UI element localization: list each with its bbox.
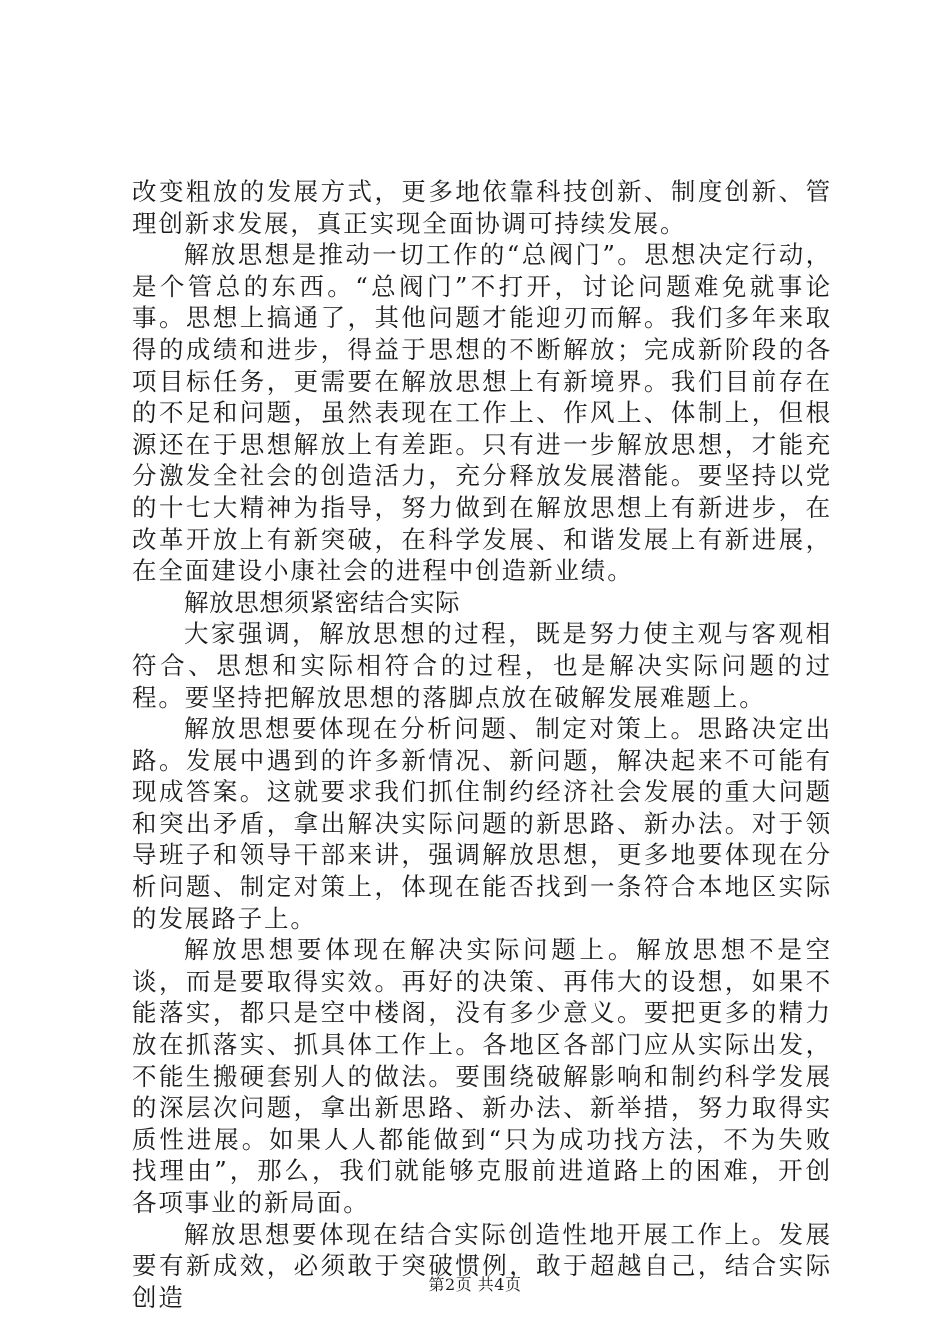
paragraph-body: 大家强调，解放思想的过程，既是努力使主观与客观相符合、思想和实际相符合的过程，也是解决实际问题的过程。要坚持把解放思想的落脚点放在破解发展难题上。 <box>132 619 832 712</box>
paragraph-body: 解放思想是推动一切工作的“总阀门”。思想决定行动，是个管总的东西。“总阀门”不打开，讨论问题难免就事论事。思想上搞通了，其他问题才能迎刃而解。我们多年来取得的成绩和进步，得益于思想的不断解放；完成新阶段的各项目标任务，更需要在解放思想上有新境界。我们目前存在的不足和问题，虽然表现在工作上、作风上、体制上，但根源还在于思想解放上有差距。只有进一步解放思想，才能充分激发全社会的创造活力，充分释放发展潜能。要坚持以党的十七大精神为指导，努力做到在解放思想上有新进步，在改革开放上有新突破，在科学发展、和谐发展上有新进展，在全面建设小康社会的进程中创造新业绩。 <box>132 240 832 586</box>
section-heading: 解放思想须紧密结合实际 <box>184 587 461 617</box>
paragraph-body: 解放思想要体现在解决实际问题上。解放思想不是空谈，而是要取得实效。再好的决策、再伟大的设想，如果不能落实，都只是空中楼阁，没有多少意义。要把更多的精力放在抓落实、抓具体工作上。各地区各部门应从实际出发，不能生搬硬套别人的做法。要围绕破解影响和制约科学发展的深层次问题，拿出新思路、新办法、新举措，努力取得实质性进展。如果人人都能做到“只为成功找方法，不为失败找理由”，那么，我们就能够克服前进道路上的困难，开创各项事业的新局面。 <box>132 935 832 1217</box>
paragraph-continuation: 改变粗放的发展方式，更多地依靠科技创新、制度创新、管理创新求发展，真正实现全面协调可持续发展。 <box>132 177 832 238</box>
document-body <box>132 176 832 1313</box>
paragraph-body: 解放思想要体现在分析问题、制定对策上。思路决定出路。发展中遇到的许多新情况、新问题，解决起来不可能有现成答案。这就要求我们抓住制约经济社会发展的重大问题和突出矛盾，拿出解决实际问题的新思路、新办法。对于领导班子和领导干部来讲，强调解放思想，更多地要体现在分析问题、制定对策上，体现在能否找到一条符合本地区实际的发展路子上。 <box>132 714 832 933</box>
page-number-footer: 第2页 共4页 <box>428 1275 522 1294</box>
paragraph-body: 解放思想要体现在结合实际创造性地开展工作上。发展要有新成效，必须敢于突破惯例，敢于超越自己，结合实际创造 <box>132 1219 832 1312</box>
